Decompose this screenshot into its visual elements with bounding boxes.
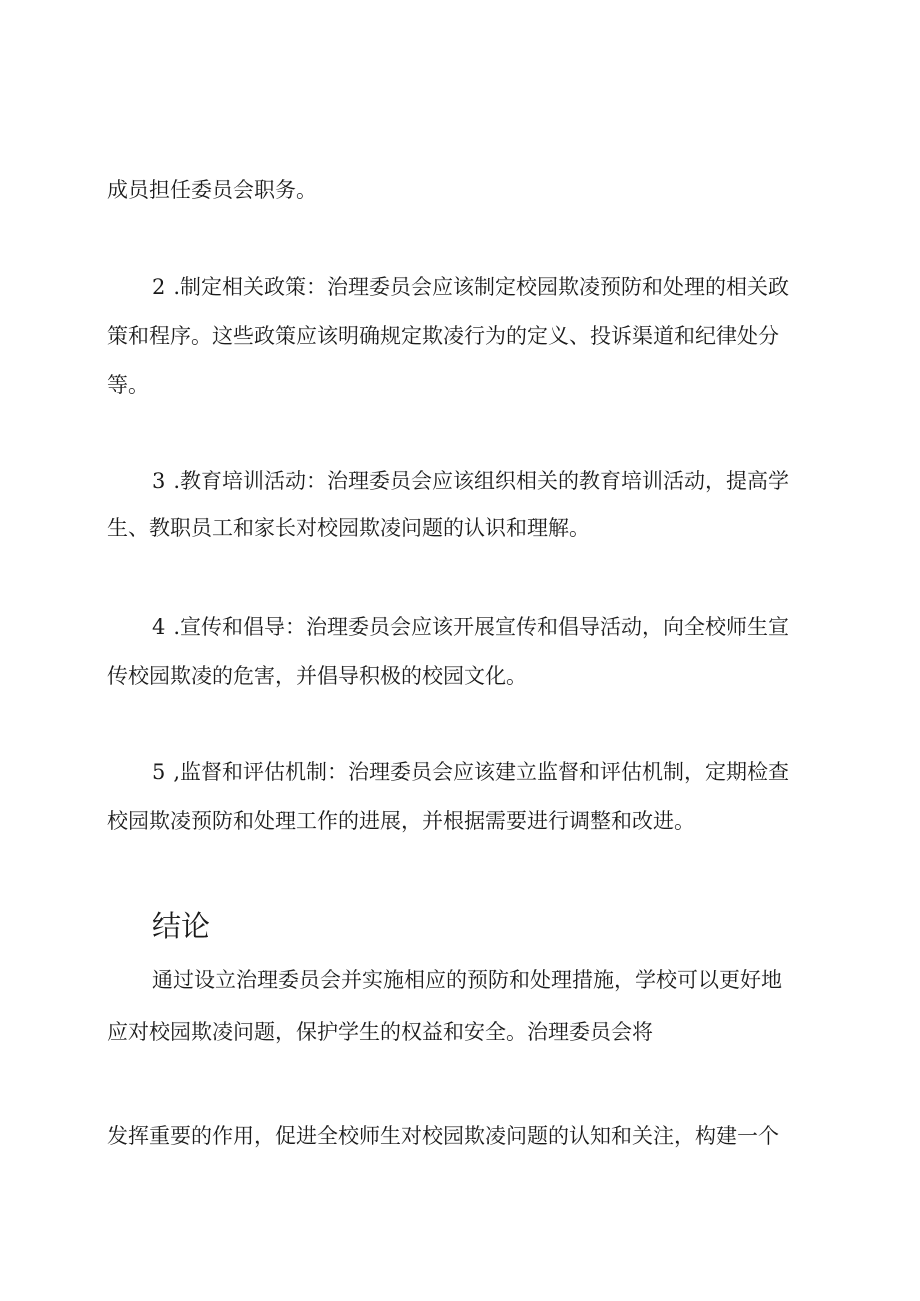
- list-item-number: 4: [152, 615, 166, 639]
- list-item-5-line-1: [152, 762, 789, 783]
- conclusion-line-3: 发挥重要的作用，促进全校师生对校园欺凌问题的认知和关注，构建一个: [107, 1124, 779, 1148]
- list-item-number: 3: [152, 469, 166, 493]
- list-item-text: .教育培训活动：治理委员会应该组织相关的教育培训活动，提高学: [173, 469, 790, 493]
- list-item-2-line-1: [152, 277, 789, 298]
- list-item-number: 5: [152, 760, 166, 784]
- conclusion-line-1: 通过设立治理委员会并实施相应的预防和处理措施，学校可以更好地: [152, 968, 782, 992]
- conclusion-heading: 结论: [152, 909, 211, 943]
- list-item-text: ,监督和评估机制：治理委员会应该建立监督和评估机制，定期检查: [173, 760, 790, 784]
- conclusion-line-2: 应对校园欺凌问题，保护学生的权益和安全。治理委员会将: [107, 1020, 653, 1044]
- list-item-4-line-2: 传校园欺凌的危害，并倡导积极的校园文化。: [107, 664, 527, 688]
- list-item-text: .制定相关政策：治理委员会应该制定校园欺凌预防和处理的相关政: [173, 275, 790, 299]
- list-item-text: .宣传和倡导：治理委员会应该开展宣传和倡导活动，向全校师生宣: [173, 615, 790, 639]
- list-item-number: 2: [152, 275, 166, 299]
- list-item-4-line-1: [152, 617, 789, 638]
- continuation-text: 成员担任委员会职务。: [107, 178, 317, 202]
- list-item-5-line-2: 校园欺凌预防和处理工作的进展，并根据需要进行调整和改进。: [107, 809, 695, 833]
- list-item-3-line-1: [152, 471, 789, 492]
- list-item-3-line-2: 生、教职员工和家长对校园欺凌问题的认识和理解。: [107, 516, 590, 540]
- list-item-2-line-3: 等。: [107, 373, 149, 397]
- list-item-2-line-2: 策和程序。这些政策应该明确规定欺凌行为的定义、投诉渠道和纪律处分: [107, 324, 779, 348]
